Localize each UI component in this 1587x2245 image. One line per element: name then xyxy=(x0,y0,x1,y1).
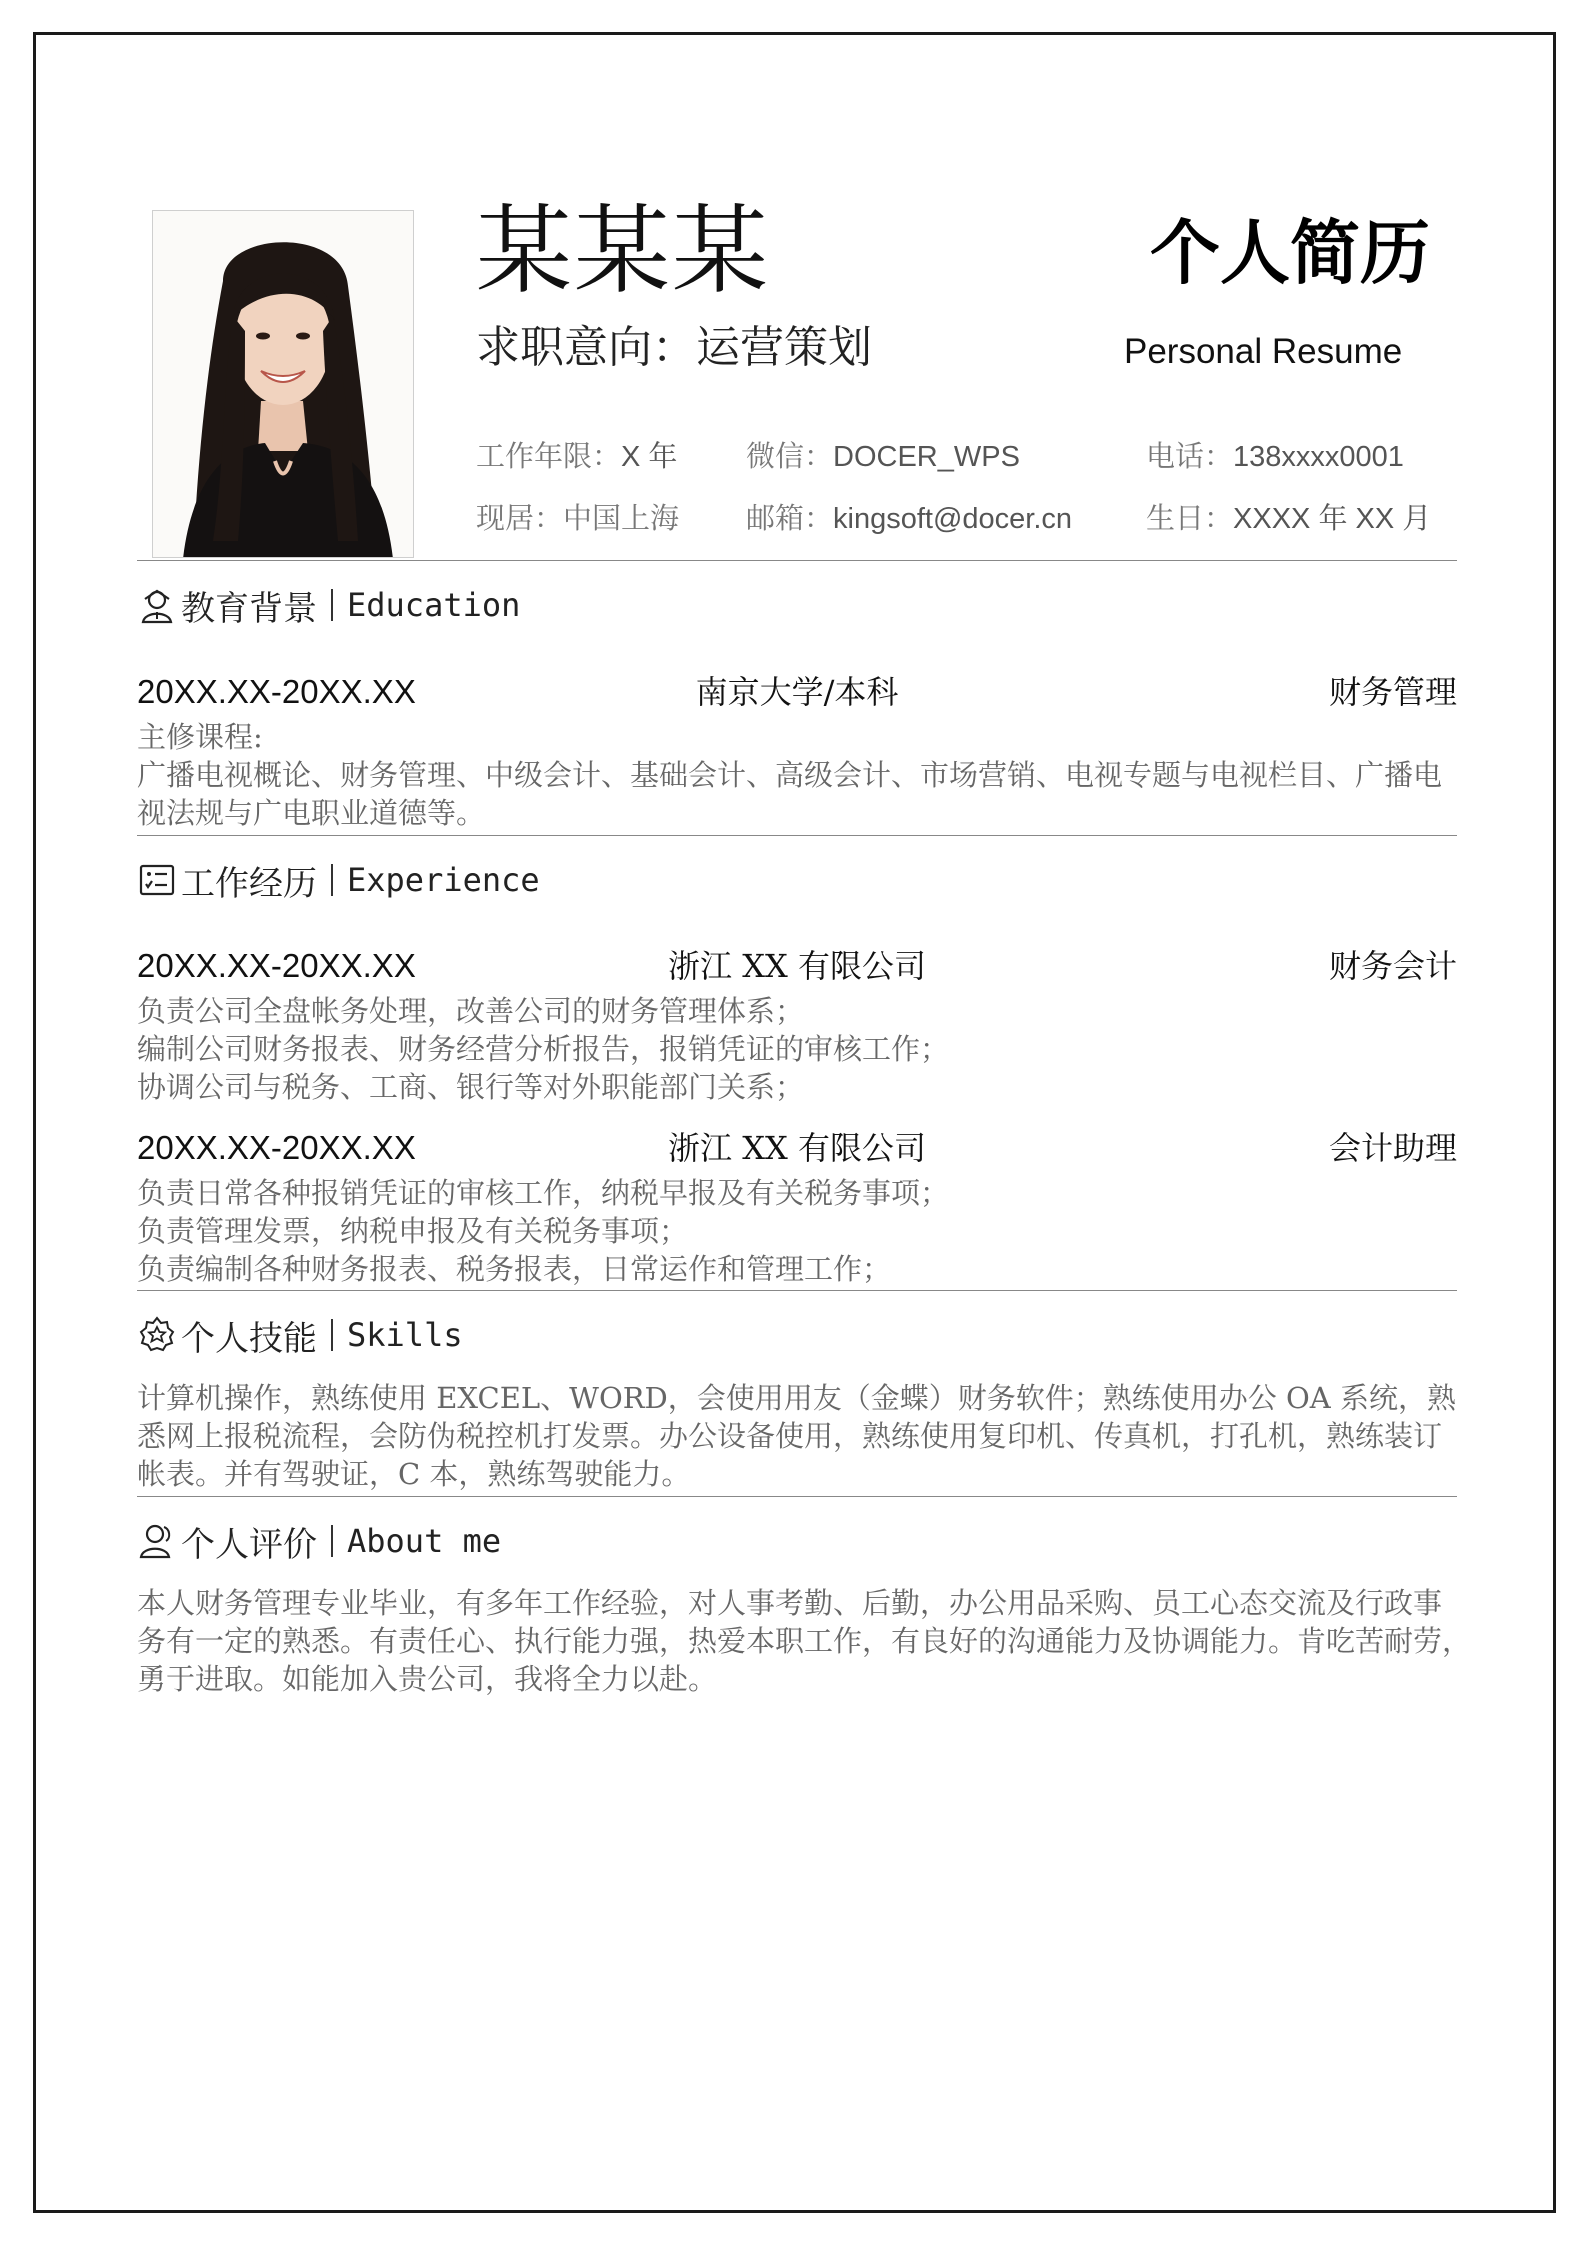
skills-text xyxy=(137,1379,1459,1493)
experience-row xyxy=(137,942,1457,990)
courses-line: 广播电视概论、财务管理、中级会计、基础会计、高级会计、市场营销、电视专题与电视栏目、广播电 xyxy=(137,758,1443,792)
experience-date: 20XX.XX-20XX.XX xyxy=(137,1129,416,1166)
section-title-en: Skills xyxy=(347,1316,463,1354)
job-intention-label: 求职意向： xyxy=(476,322,696,373)
skills-line: 帐表。并有驾驶证，C 本，熟练驾驶能力。 xyxy=(137,1457,691,1491)
profile-photo xyxy=(152,210,414,558)
experience-company: 浙江 XX 有限公司 xyxy=(668,947,926,985)
experience-company: 浙江 XX 有限公司 xyxy=(668,1129,926,1167)
experience-row xyxy=(137,1124,1457,1172)
about-line: 务有一定的熟悉。有责任心、执行能力强，热爱本职工作，有良好的沟通能力及协调能力。肯吃苦耐劳， xyxy=(137,1624,1472,1658)
about-line: 勇于进取。如能加入贵公司，我将全力以赴。 xyxy=(137,1662,718,1696)
section-title-cn: 个人技能 xyxy=(181,1318,317,1359)
duty-line: 负责公司全盘帐务处理，改善公司的财务管理体系； xyxy=(137,994,805,1028)
education-school: 南京大学/本科 xyxy=(695,673,899,711)
skills-line: 计算机操作，熟练使用 EXCEL、WORD，会使用用友（金蝶）财务软件；熟练使用办公 OA 系统，熟 xyxy=(137,1381,1456,1415)
experience-date: 20XX.XX-20XX.XX xyxy=(137,947,416,984)
experience-role: 会计助理 xyxy=(1328,1129,1457,1167)
job-intention-value: 运营策划 xyxy=(696,322,872,373)
title-separator xyxy=(331,1525,333,1557)
section-header-about xyxy=(137,1516,501,1566)
person-icon xyxy=(137,1521,177,1561)
experience-duties xyxy=(137,992,1459,1106)
skills-line: 悉网上报税流程，会防伪税控机打发票。办公设备使用，熟练使用复印机、传真机，打孔机，熟练装订 xyxy=(137,1419,1443,1453)
divider xyxy=(137,1496,1457,1497)
info-birthday: 生日：XXXX 年 XX 月 xyxy=(1146,501,1432,535)
section-title-en: About me xyxy=(347,1522,502,1560)
divider xyxy=(137,560,1457,561)
title-separator xyxy=(331,1319,333,1351)
section-title-en: Education xyxy=(347,586,521,624)
title-separator xyxy=(331,589,333,621)
checklist-icon xyxy=(137,860,177,900)
info-work-years: 工作年限：X 年 xyxy=(476,439,678,473)
duty-line: 负责管理发票，纳税申报及有关税务事项； xyxy=(137,1214,689,1248)
courses-label: 主修课程: xyxy=(137,720,263,754)
duty-line: 负责日常各种报销凭证的审核工作，纳税早报及有关税务事项； xyxy=(137,1176,950,1210)
section-title-cn: 教育背景 xyxy=(181,588,317,629)
section-header-education xyxy=(137,580,520,630)
duty-line: 编制公司财务报表、财务经营分析报告，报销凭证的审核工作； xyxy=(137,1032,950,1066)
info-residence: 现居：中国上海 xyxy=(476,501,680,535)
info-phone: 电话：138xxxx0001 xyxy=(1146,439,1404,473)
education-courses xyxy=(137,718,1459,832)
courses-line: 视法规与广电职业道德等。 xyxy=(137,796,486,830)
section-header-experience xyxy=(137,855,540,905)
education-date: 20XX.XX-20XX.XX xyxy=(137,673,416,710)
section-title-en: Experience xyxy=(347,861,540,899)
divider xyxy=(137,835,1457,836)
experience-role: 财务会计 xyxy=(1328,947,1457,985)
info-wechat: 微信：DOCER_WPS xyxy=(746,439,1020,473)
title-separator xyxy=(331,864,333,896)
experience-duties xyxy=(137,1174,1459,1288)
about-text xyxy=(137,1584,1472,1698)
document-title: 个人简历 xyxy=(1150,212,1430,294)
divider xyxy=(137,1290,1457,1291)
duty-line: 协调公司与税务、工商、银行等对外职能部门关系； xyxy=(137,1070,805,1104)
section-header-skills xyxy=(137,1310,463,1360)
education-row xyxy=(137,668,1457,716)
section-title-cn: 工作经历 xyxy=(181,863,317,904)
candidate-name: 某某某 xyxy=(476,195,770,307)
graduate-icon xyxy=(137,585,177,625)
section-title-cn: 个人评价 xyxy=(181,1524,317,1565)
education-major: 财务管理 xyxy=(1328,673,1457,711)
info-email: 邮箱：kingsoft@docer.cn xyxy=(746,501,1073,535)
badge-icon xyxy=(137,1315,177,1355)
duty-line: 负责编制各种财务报表、税务报表，日常运作和管理工作； xyxy=(137,1252,892,1286)
job-intention xyxy=(476,318,872,378)
about-line: 本人财务管理专业毕业，有多年工作经验，对人事考勤、后勤，办公用品采购、员工心态交流及行政事 xyxy=(137,1586,1443,1620)
document-subtitle: Personal Resume xyxy=(1124,332,1403,371)
